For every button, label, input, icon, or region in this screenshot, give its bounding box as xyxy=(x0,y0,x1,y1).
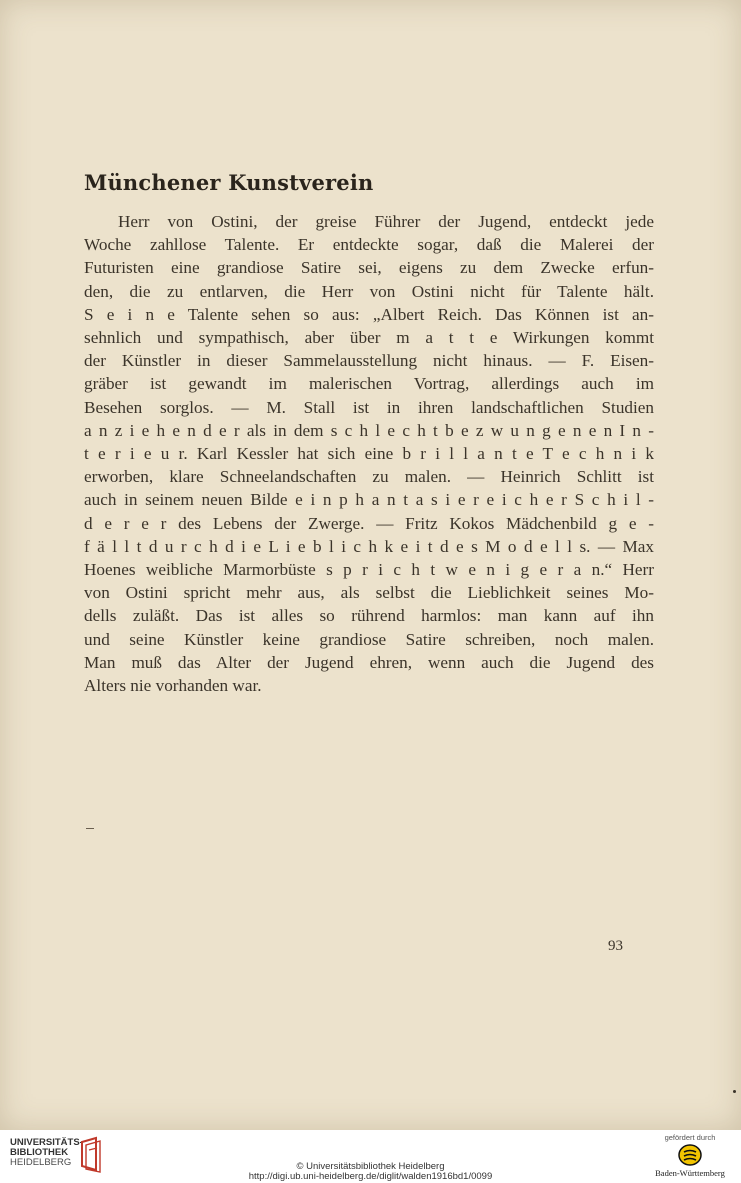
text-line: Herr von Ostini, der greise Führer der Jugend, entdeckt jede xyxy=(118,212,654,231)
article-heading: Münchener Kunstverein xyxy=(84,170,374,195)
text-line: d e r e r des Lebens der Zwerge. — Fritz Kokos Mädchenbild g e - xyxy=(84,513,654,533)
text-line: Futuristen eine grandiose Satire sei, eigens zu dem Zwecke erfun- xyxy=(84,258,654,278)
baden-wuerttemberg-emblem-icon xyxy=(678,1144,702,1166)
text-line: Woche zahllose Talente. Er entdeckte sogar, daß die Malerei der xyxy=(84,235,654,255)
library-name-line1: UNIVERSITÄTS- xyxy=(10,1137,83,1148)
text-line: t e r i e u r. Karl Kessler hat sich eine b r i l l a n t e T e c h n i k xyxy=(84,444,654,464)
text-line: von Ostini spricht mehr aus, als selbst die Lieblichkeit seines Mo- xyxy=(84,583,654,603)
text-line: a n z i e h e n d e r als in dem s c h l e c h t b e z w u n g e n e n I n - xyxy=(84,420,654,440)
text-line: und seine Künstler keine grandiose Satire schreiben, noch malen. xyxy=(84,629,654,649)
article-body xyxy=(84,210,654,697)
text-line: dells zuläßt. Das ist alles so rührend harmlos: man kann auf ihn xyxy=(84,606,654,626)
page-number: 93 xyxy=(608,938,623,954)
text-line: S e i n e Talente sehen so aus: „Albert Reich. Das Können ist an- xyxy=(84,304,654,324)
margin-dot-mark xyxy=(733,1090,736,1093)
text-line: f ä l l t d u r c h d i e L i e b l i c h k e i t d e s M o d e l l s. — Max xyxy=(84,536,654,556)
copyright-notice xyxy=(0,1162,741,1182)
text-line: auch in seinem neuen Bilde e i n p h a n t a s i e r e i c h e r S c h i l - xyxy=(84,490,654,510)
text-line: Hoenes weibliche Marmorbüste s p r i c h t w e n i g e r a n.“ Herr xyxy=(84,560,654,580)
library-name-line2: BIBLIOTHEK xyxy=(10,1147,69,1158)
funded-by-label: gefördert durch xyxy=(664,1133,716,1142)
copyright-text: © Universitätsbibliothek Heidelberg xyxy=(296,1161,445,1172)
text-line: der Künstler in dieser Sammelausstellung nicht hinaus. — F. Eisen- xyxy=(84,351,654,371)
text-line: Besehen sorglos. — M. Stall ist in ihren landschaftlichen Studien xyxy=(84,397,654,417)
text-line: gräber ist gewandt im malerischen Vortrag, allerdings auch im xyxy=(84,374,654,394)
text-line: den, die zu entlarven, die Herr von Ostini nicht für Talente hält. xyxy=(84,281,654,301)
footer-bar xyxy=(0,1130,741,1183)
text-line: erworben, klare Schneelandschaften zu malen. — Heinrich Schlitt ist xyxy=(84,467,654,487)
library-name-line3: HEIDELBERG xyxy=(10,1157,72,1168)
text-line: Alters nie vorhanden war. xyxy=(84,676,262,696)
margin-dash-mark xyxy=(86,828,94,829)
funder-name: Baden-Württemberg xyxy=(655,1168,725,1178)
text-line: Man muß das Alter der Jugend ehren, wenn auch die Jugend des xyxy=(84,652,654,672)
permalink-url[interactable]: http://digi.ub.uni-heidelberg.de/diglit/walden1916bd1/0099 xyxy=(248,1171,493,1182)
text-line: sehnlich und sympathisch, aber über m a t t e Wirkungen kommt xyxy=(84,328,654,348)
